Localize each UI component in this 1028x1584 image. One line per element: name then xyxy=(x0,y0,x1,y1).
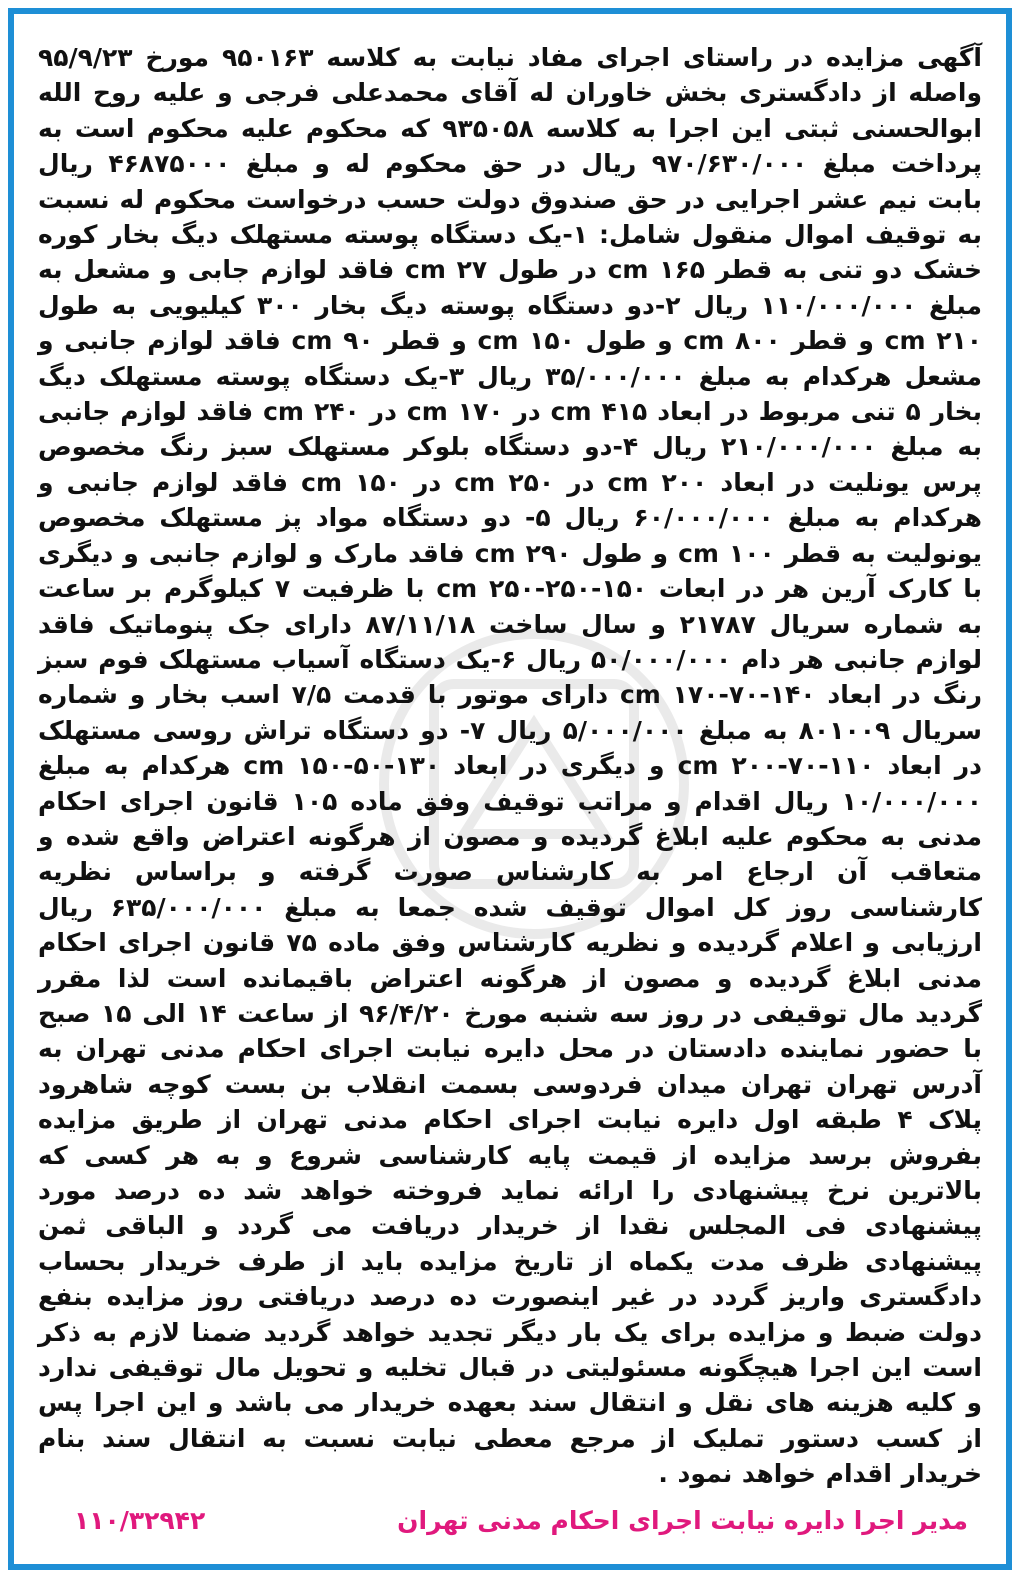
notice-frame xyxy=(8,8,1012,1570)
notice-code: ۱۱۰/۳۲۹۴۲ xyxy=(74,1505,206,1535)
signer-title: مدیر اجرا دایره نیابت اجرای احکام مدنی تهران xyxy=(397,1505,968,1535)
notice-content xyxy=(38,40,982,1544)
notice-footer xyxy=(38,1496,982,1544)
notice-body-text: آگهی مزایده در راستای اجرای مفاد نیابت به کلاسه ۹۵۰۱۶۳ مورخ ۹۵/۹/۲۳ واصله از دادگستری بخش خاوران له آقای محمدعلی فرجی و علیه روح الله ابوالحسنی ثبتی این اجرا به کلاسه ۹۳۵۰۵۸ که محکوم علیه محکوم است به پرداخت مبلغ ۹۷۰/۶۳۰/۰۰۰ ریال در حق محکوم له و مبلغ ۴۶۸۷۵۰۰۰ ریال بابت نیم عشر اجرایی در حق صندوق دولت حسب درخواست محکوم له نسبت به توقیف اموال منقول شامل: ۱-یک دستگاه پوسته مستهلک دیگ بخار کوره خشک دو تنی به قطر ۱۶۵ cm در طول ۲۷ cm فاقد لوازم جابی و مشعل به مبلغ ۱۱۰/۰۰۰/۰۰۰ ریال ۲-دو دستگاه پوسته دیگ بخار ۳۰۰ کیلیویی به طول ۲۱۰ cm و قطر ۸۰۰ cm و طول ۱۵۰ cm و قطر ۹۰ cm فاقد لوازم جانبی و مشعل هرکدام به مبلغ ۳۵/۰۰۰/۰۰۰ ریال ۳-یک دستگاه پوسته مستهلک دیگ بخار ۵ تنی مربوط در ابعاد ۴۱۵ cm در ۱۷۰ cm در ۲۴۰ cm فاقد لوازم جانبی به مبلغ ۲۱۰/۰۰۰/۰۰۰ ریال ۴-دو دستگاه بلوکر مستهلک سبز رنگ مخصوص پرس یونلیت در ابعاد ۲۰۰ cm در ۲۵۰ cm در ۱۵۰ cm فاقد لوازم جانبی و هرکدام به مبلغ ۶۰/۰۰۰/۰۰۰ ریال ۵- دو دستگاه مواد پز مستهلک مخصوص یونولیت به قطر ۱۰۰ cm و طول ۲۹۰ cm فاقد مارک و لوازم جانبی و دیگری با کارک آرین هر در ابعات ۱۵۰-۲۵۰-۲۵۰ cm با ظرفیت ۷ کیلوگرم بر ساعت به شماره سریال ۲۱۷۸۷ و سال ساخت ۸۷/۱۱/۱۸ دارای جک پنوماتیک فاقد لوازم جانبی هر دام ۵۰/۰۰۰/۰۰۰ ریال ۶-یک دستگاه آسیاب مستهلک فوم سبز رنگ در ابعاد ۱۴۰-۷۰-۱۷۰ cm دارای موتور با قدمت ۷/۵ اسب بخار و شماره سریال ۸۰۱۰۰۹ به مبلغ ۵/۰۰۰/۰۰۰ ریال ۷- دو دستگاه تراش روسی مستهلک در ابعاد ۱۱۰-۷۰-۲۰۰ cm و دیگری در ابعاد ۱۳۰-۵۰-۱۵۰ cm هرکدام به مبلغ ۱۰/۰۰۰/۰۰۰ ریال اقدام و مراتب توقیف وفق ماده ۱۰۵ قانون اجرای احکام مدنی به محکوم علیه ابلاغ گردیده و مصون از هرگونه اعتراض واقع شده و متعاقب آن ارجاع امر به کارشناس صورت گرفته و براساس نظریه کارشناسی روز کل اموال توقیف شده جمعا به مبلغ ۶۳۵/۰۰۰/۰۰۰ ریال ارزیابی و اعلام گردیده و نظریه کارشناس وفق ماده ۷۵ قانون اجرای احکام مدنی ابلاغ گردیده و مصون از هرگونه اعتراض باقیمانده است لذا مقرر گردید مال توقیفی در روز سه شنبه مورخ ۹۶/۴/۲۰ از ساعت ۱۴ الی ۱۵ صبح با حضور نماینده دادستان در محل دایره نیابت اجرای احکام مدنی تهران به آدرس تهران تهران میدان فردوسی بسمت انقلاب بن بست کوچه شاهرود پلاک ۴ طبقه اول دایره نیابت اجرای احکام مدنی تهران از طریق مزایده بفروش برسد مزایده از قیمت پایه کارشناسی شروع و به هر کسی که بالاترین نرخ پیشنهادی را ارائه نماید فروخته خواهد شد ده درصد مورد پیشنهادی فی المجلس نقدا از خریدار دریافت می گردد و الباقی ثمن پیشنهادی ظرف مدت یکماه از تاریخ مزایده باید از طرف خریدار بحساب دادگستری واریز گردد در غیر اینصورت ده درصد دریافتی روز مزایده بنفع دولت ضبط و مزایده برای یک بار دیگر تجدید خواهد گردید ضمنا لازم به ذکر است این اجرا هیچگونه مسئولیتی در قبال تخلیه و تحویل مال توقیفی ندارد و کلیه هزینه های نقل و انتقال سند بعهده خریدار می باشد و این اجرا پس از کسب دستور تملیک از مرجع معطی نیابت نسبت به انتقال سند بنام خریدار اقدام خواهد نمود . xyxy=(38,43,983,1489)
